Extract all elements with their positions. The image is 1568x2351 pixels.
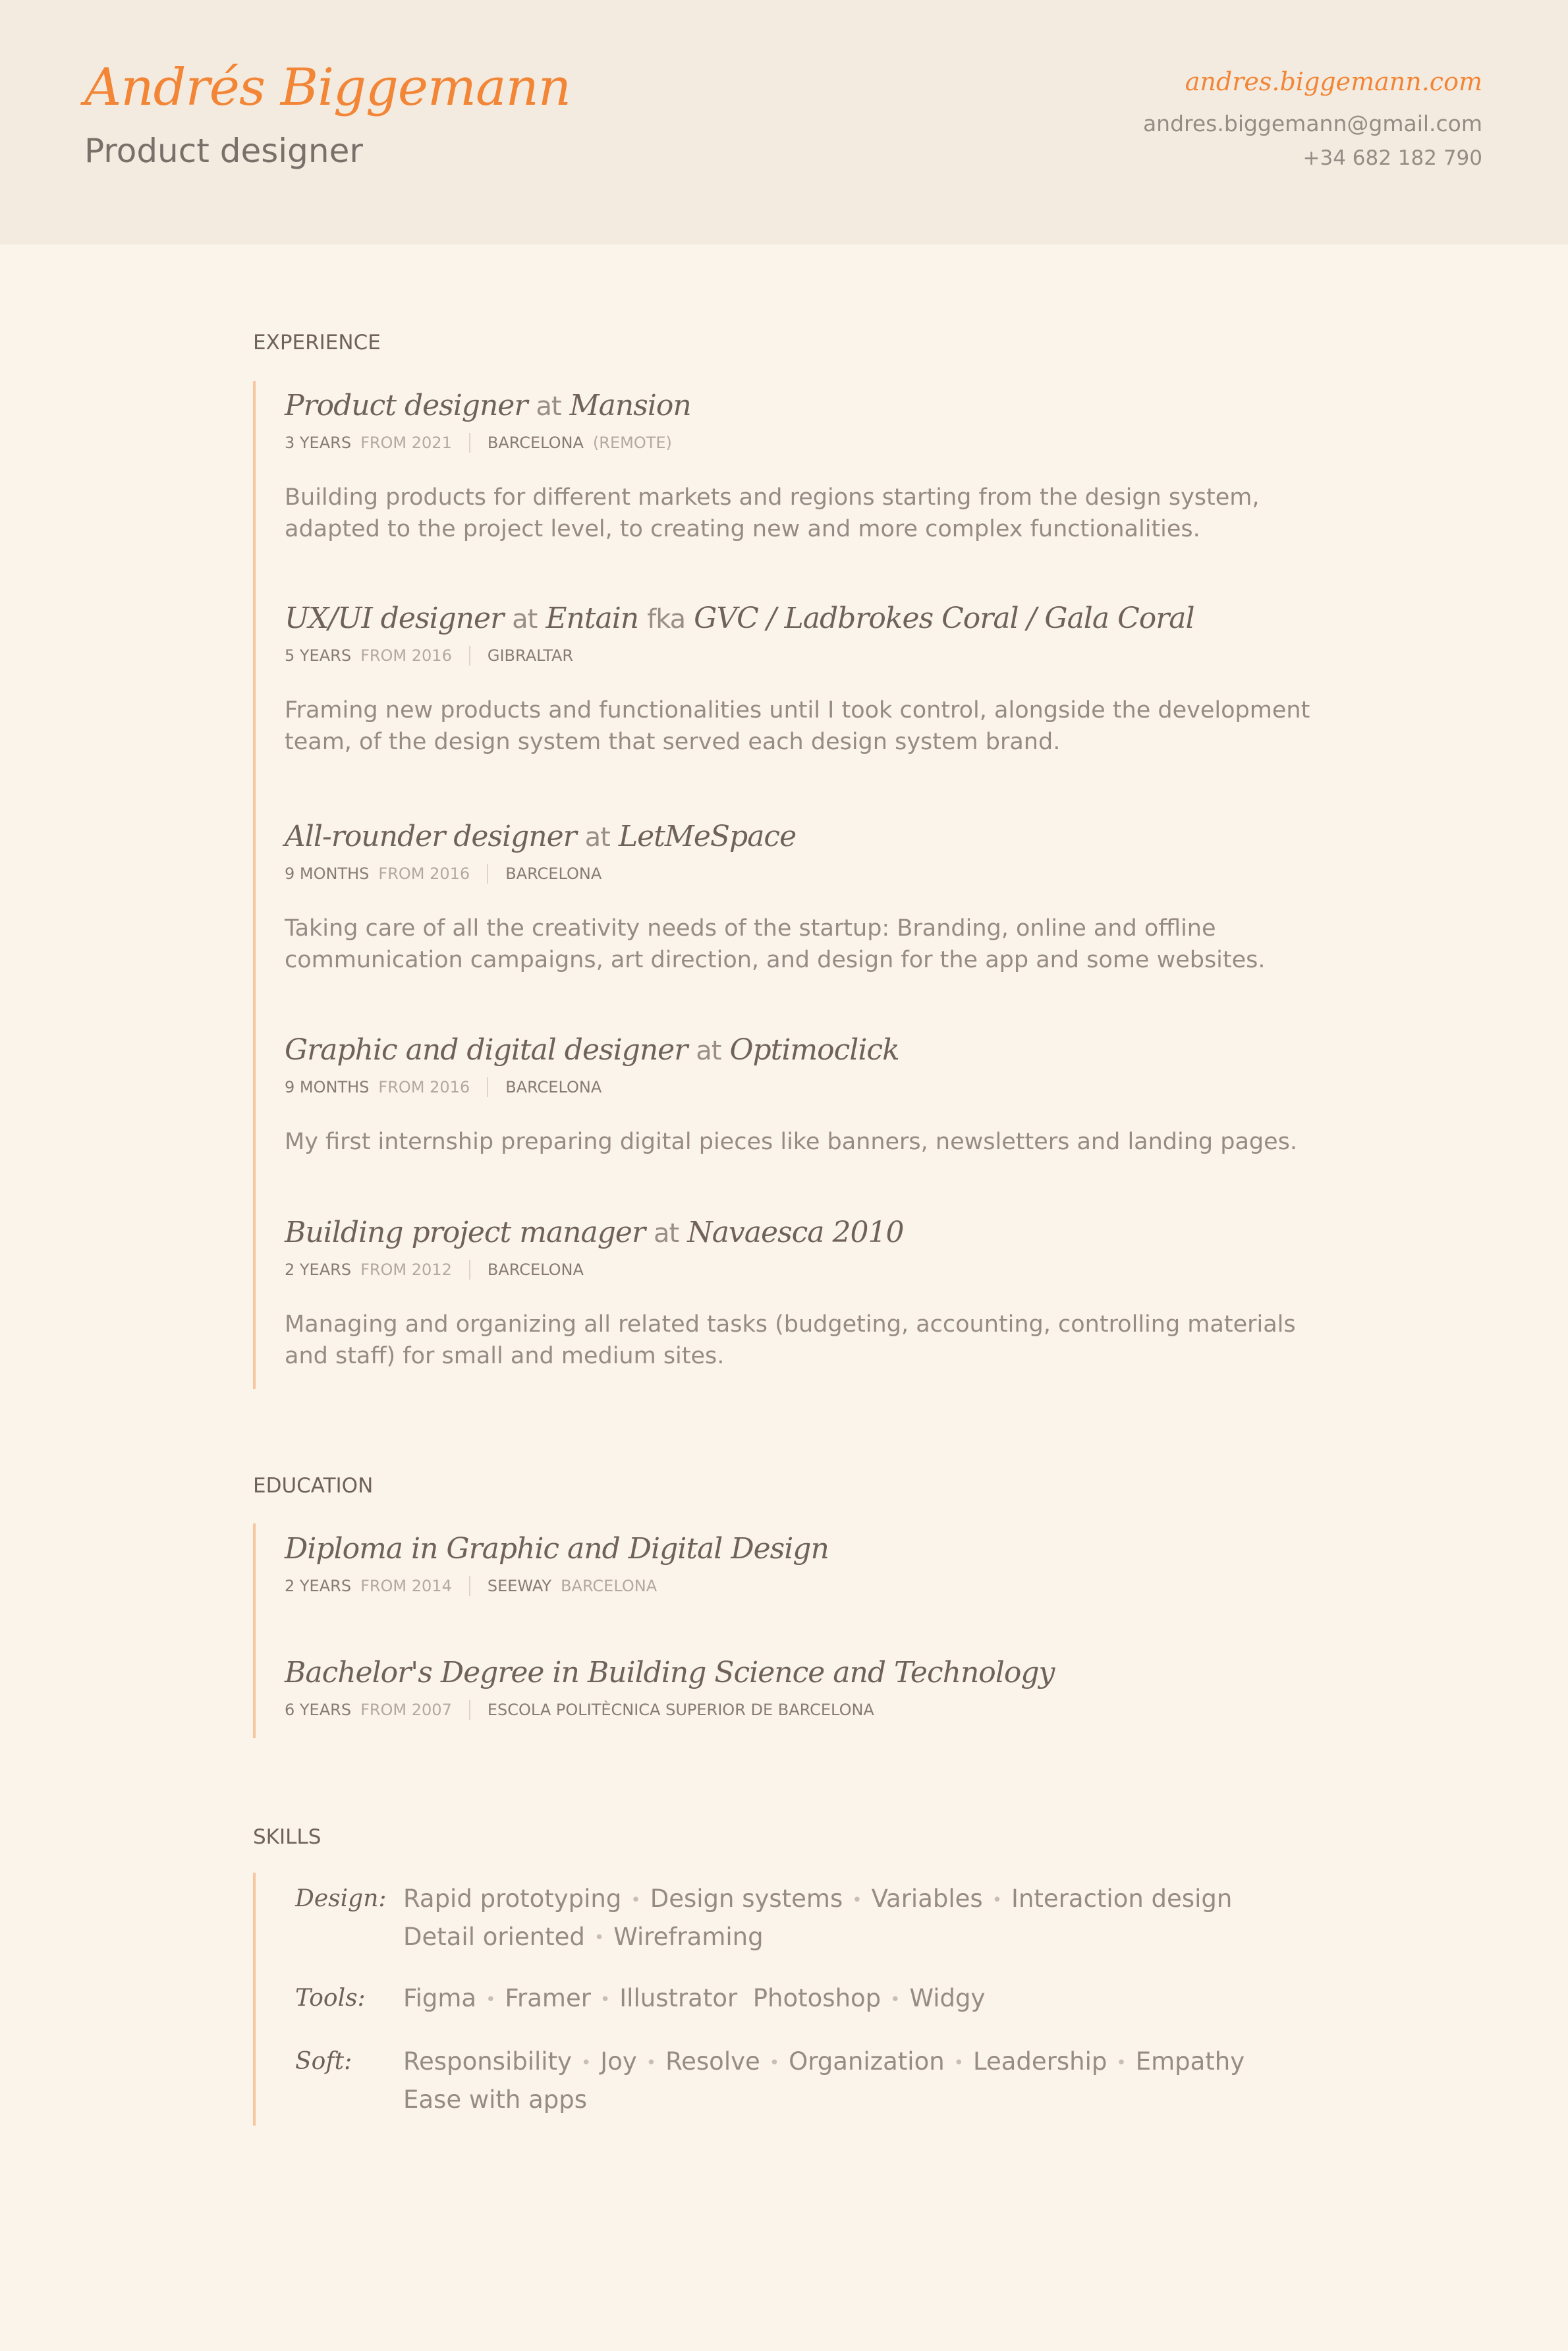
skill-values: Rapid prototyping • Design systems • Variables • Interaction design Detail oriented • Wireframing xyxy=(403,1884,1233,1951)
experience-description: Building products for different markets and regions starting from the design system, adapted to the project level, to creating new and more complex functionalities. xyxy=(285,484,1260,542)
education-rail xyxy=(253,1523,256,1738)
experience-meta: 9 MONTHS FROM 2016 BARCELONA xyxy=(285,864,602,883)
experience-description: Taking care of all the creativity needs of the startup: Branding, online and offline communication campaigns, art direction, and design for the app and some websites. xyxy=(285,915,1266,973)
experience-title: Product designer at Mansion xyxy=(285,389,691,422)
experience-rail xyxy=(253,381,256,1389)
skill-group-tools xyxy=(295,1980,1326,2018)
experience-description: Framing new products and functionalities until I took control, alongside the development team, of the design system that served each design system brand. xyxy=(285,697,1310,755)
experience-meta: 2 YEARS FROM 2012 BARCELONA xyxy=(285,1260,584,1279)
experience-description: My first internship preparing digital pieces like banners, newsletters and landing pages. xyxy=(285,1129,1298,1155)
education-meta: 6 YEARS FROM 2007 ESCOLA POLITÈCNICA SUPERIOR DE BARCELONA xyxy=(285,1701,874,1719)
education-title: Bachelor's Degree in Building Science and Technology xyxy=(285,1656,1055,1689)
experience-item xyxy=(285,602,1339,758)
experience-heading: EXPERIENCE xyxy=(253,331,381,354)
education-title: Diploma in Graphic and Digital Design xyxy=(285,1532,829,1566)
divider xyxy=(469,1576,470,1596)
divider xyxy=(469,433,470,453)
education-item xyxy=(285,1532,1339,1596)
person-name: Andrés Biggemann xyxy=(84,58,571,117)
email-address[interactable]: andres.biggemann@gmail.com xyxy=(1142,111,1482,136)
experience-title: Graphic and digital designer at Optimoclick xyxy=(285,1033,899,1067)
phone-number[interactable]: +34 682 182 790 xyxy=(1302,146,1482,170)
divider xyxy=(469,1260,470,1280)
skill-values: Figma • Framer • Illustrator Photoshop • Widgy xyxy=(403,1984,986,2012)
experience-title: All-rounder designer at LetMeSpace xyxy=(285,820,797,853)
skills-heading: SKILLS xyxy=(253,1825,322,1849)
experience-item xyxy=(285,1033,1339,1158)
experience-meta: 5 YEARS FROM 2016 GIBRALTAR xyxy=(285,646,574,665)
experience-item xyxy=(285,389,1339,545)
skill-label: Soft: xyxy=(295,2048,352,2075)
website-link[interactable]: andres.biggemann.com xyxy=(1185,67,1482,96)
education-meta: 2 YEARS FROM 2014 SEEWAY BARCELONA xyxy=(285,1577,658,1595)
education-heading: EDUCATION xyxy=(253,1474,374,1498)
skills-rail xyxy=(253,1873,256,2126)
experience-item xyxy=(285,1216,1339,1372)
divider xyxy=(487,864,488,884)
experience-item xyxy=(285,820,1339,976)
skill-group-design xyxy=(295,1881,1326,1956)
experience-meta: 3 YEARS FROM 2021 BARCELONA (REMOTE) xyxy=(285,434,672,452)
experience-meta: 9 MONTHS FROM 2016 BARCELONA xyxy=(285,1078,602,1096)
skill-group-soft xyxy=(295,2043,1326,2118)
skill-values: Responsibility • Joy • Resolve • Organization • Leadership • Empathy Ease with apps xyxy=(403,2047,1245,2114)
skill-label: Design: xyxy=(295,1885,387,1912)
experience-title: Building project manager at Navaesca 2010 xyxy=(285,1216,904,1249)
skill-label: Tools: xyxy=(295,1985,366,2012)
divider xyxy=(487,1077,488,1097)
resume-header xyxy=(0,0,1568,244)
divider xyxy=(469,1700,470,1720)
divider xyxy=(469,646,470,666)
education-item xyxy=(285,1656,1339,1720)
experience-title: UX/UI designer at Entain fka GVC / Ladbrokes Coral / Gala Coral xyxy=(285,602,1194,635)
person-role: Product designer xyxy=(84,132,363,170)
experience-description: Managing and organizing all related tasks (budgeting, accounting, controlling materials and staff) for small and medium sites. xyxy=(285,1311,1296,1369)
